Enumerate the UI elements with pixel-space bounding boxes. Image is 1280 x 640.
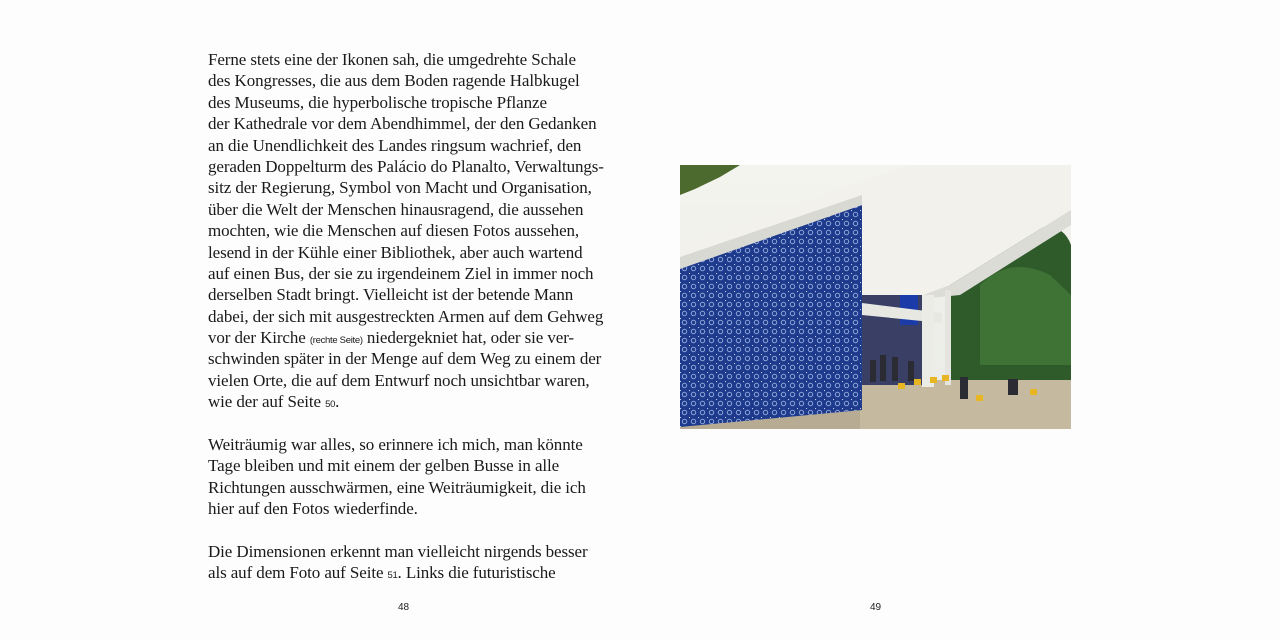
line-text: sitz der Regierung, Symbol von Macht und Organisation, xyxy=(208,178,592,198)
text-line xyxy=(208,541,608,562)
line-text: Weiträumig war alles, so erinnere ich mich, man könnte xyxy=(208,435,583,455)
left-page-text xyxy=(208,49,608,584)
line-text: über die Welt der Menschen hinausragend, die aussehen xyxy=(208,199,584,219)
line-text: hier auf den Fotos wiederfinde. xyxy=(208,499,418,519)
page-number-right: 49 xyxy=(870,602,882,613)
line-text: lesend in der Kühle einer Bibliothek, aber auch wartend xyxy=(208,242,583,262)
text-line xyxy=(208,284,608,305)
page-reference: 51 xyxy=(387,570,398,582)
text-line xyxy=(208,391,608,412)
text-line xyxy=(208,242,608,263)
line-text: Die Dimensionen erkennt man vielleicht nirgends besser xyxy=(208,541,588,561)
line-text: vielen Orte, die auf dem Entwurf noch unsichtbar waren, xyxy=(208,370,590,390)
text-line xyxy=(208,135,608,156)
church-photo xyxy=(680,165,1071,429)
text-line xyxy=(208,113,608,134)
line-text: des Kongresses, die aus dem Boden ragende Halbkugel xyxy=(208,71,580,91)
text-line xyxy=(208,156,608,177)
line-text: Ferne stets eine der Ikonen sah, die umgedrehte Schale xyxy=(208,50,576,69)
text-line xyxy=(208,199,608,220)
text-line xyxy=(208,370,608,391)
text-line xyxy=(208,177,608,198)
line-text: auf einen Bus, der sie zu irgendeinem Ziel in immer noch xyxy=(208,263,594,283)
text-line xyxy=(208,434,608,455)
line-text: . Links die futuristische xyxy=(397,563,556,583)
page-reference: 50 xyxy=(325,399,336,411)
text-line xyxy=(208,220,608,241)
line-text: vor der Kirche xyxy=(208,328,310,348)
line-text: derselben Stadt bringt. Vielleicht ist der betende Mann xyxy=(208,285,574,305)
text-line xyxy=(208,348,608,369)
text-line xyxy=(208,49,608,70)
line-text: . xyxy=(335,392,340,412)
page-number-left: 48 xyxy=(398,602,410,613)
page-reference: (rechte Seite) xyxy=(309,335,363,347)
line-text: dabei, der sich mit ausgestreckten Armen auf dem Gehweg xyxy=(208,306,604,326)
line-text: geraden Doppelturm des Palácio do Planalto, Verwaltungs- xyxy=(208,156,604,176)
text-line xyxy=(208,498,608,519)
text-line xyxy=(208,327,608,348)
text-line xyxy=(208,306,608,327)
text-line xyxy=(208,562,608,583)
line-text: Tage bleiben und mit einem der gelben Busse in alle xyxy=(208,456,560,476)
line-text: wie der auf Seite xyxy=(208,392,326,412)
line-text: mochten, wie die Menschen auf diesen Fotos aussehen, xyxy=(208,221,580,241)
text-line xyxy=(208,455,608,476)
line-text: der Kathedrale vor dem Abendhimmel, der den Gedanken xyxy=(208,114,597,134)
text-line xyxy=(208,477,608,498)
paragraph-gap xyxy=(208,520,608,541)
line-text: des Museums, die hyperbolische tropische Pflanze xyxy=(208,92,547,112)
text-line xyxy=(208,92,608,113)
line-text: an die Unendlichkeit des Landes ringsum wachrief, den xyxy=(208,135,582,155)
line-text: niedergekniet hat, oder sie ver- xyxy=(362,328,574,348)
line-text: als auf dem Foto auf Seite xyxy=(208,563,388,583)
line-text: Richtungen ausschwärmen, eine Weiträumigkeit, die ich xyxy=(208,477,586,497)
text-line xyxy=(208,263,608,284)
text-line xyxy=(208,70,608,91)
line-text: schwinden später in der Menge auf dem Weg zu einem der xyxy=(208,349,602,369)
paragraph-gap xyxy=(208,413,608,434)
